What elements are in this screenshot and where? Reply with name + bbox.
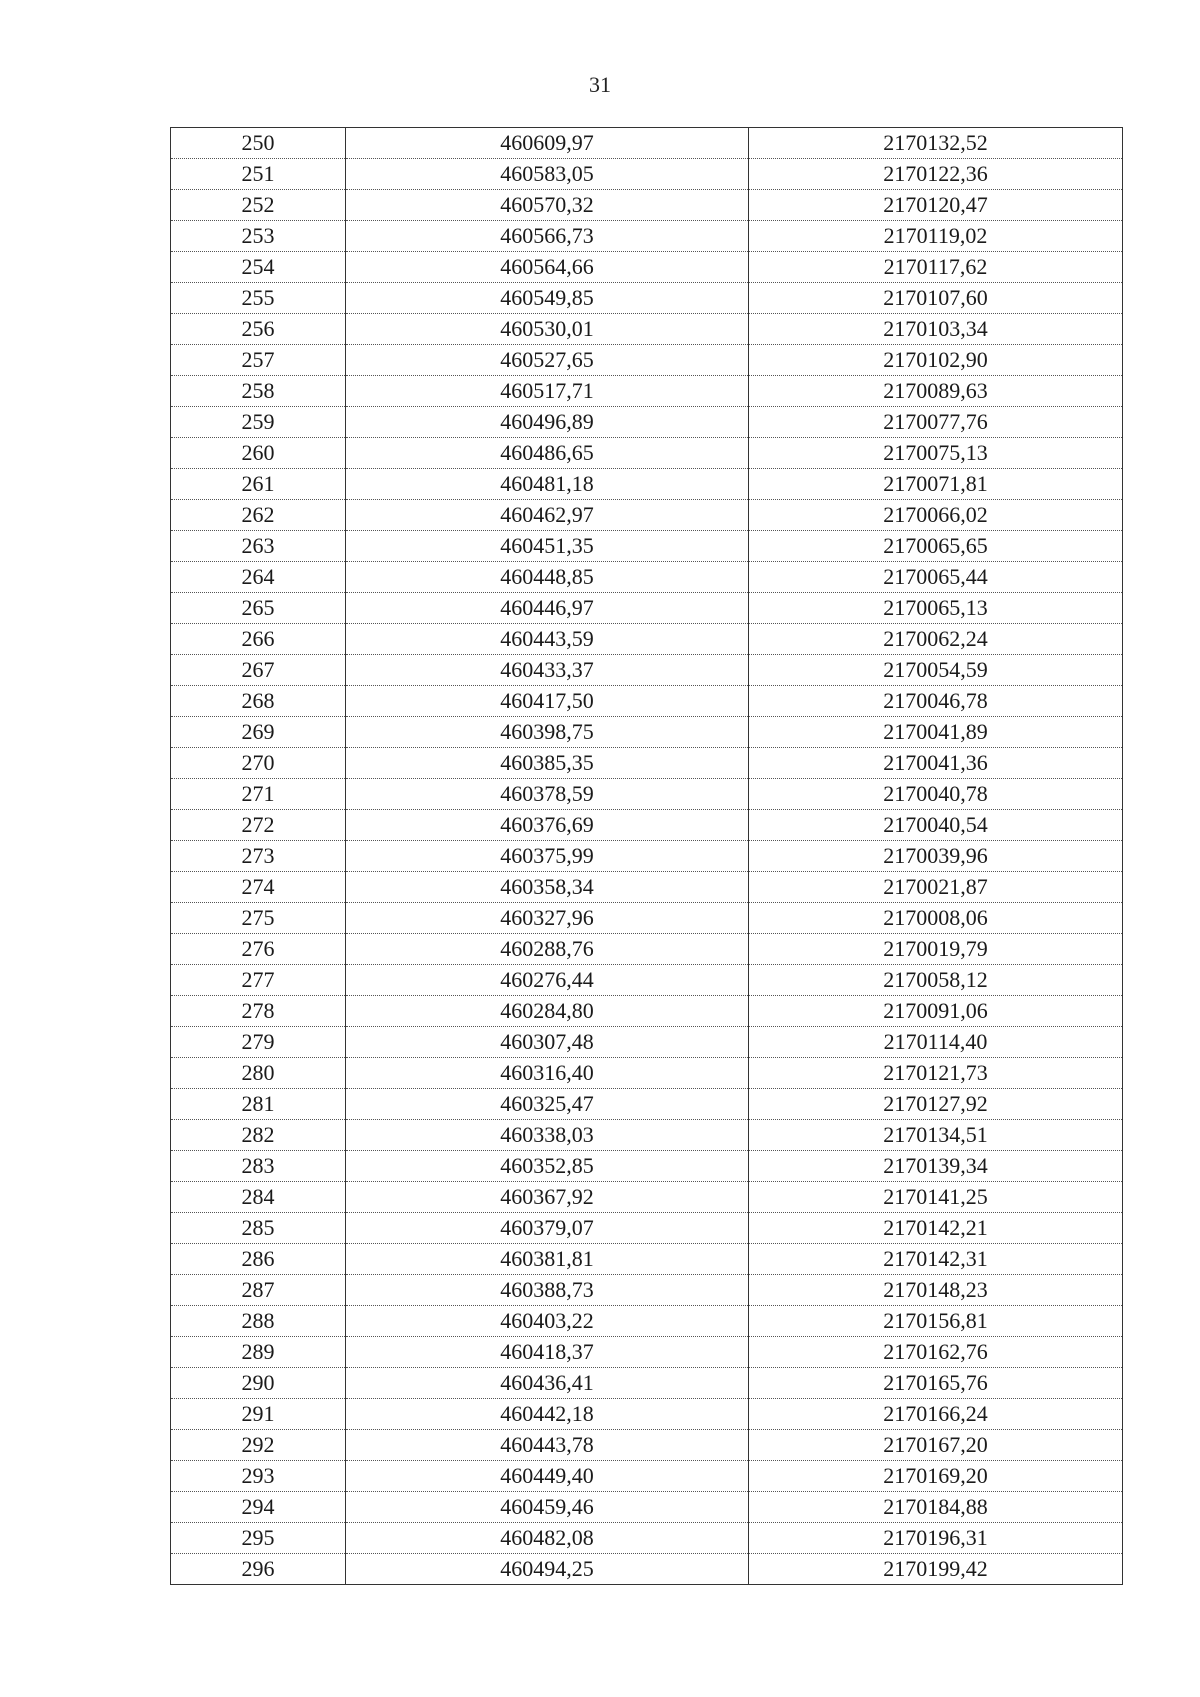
- x-coordinate-cell: 460379,07: [346, 1213, 749, 1244]
- y-coordinate-cell: 2170040,78: [749, 779, 1123, 810]
- y-coordinate-cell: 2170119,02: [749, 221, 1123, 252]
- x-coordinate-cell: 460388,73: [346, 1275, 749, 1306]
- y-coordinate-cell: 2170162,76: [749, 1337, 1123, 1368]
- table-row: [171, 1461, 1123, 1492]
- y-coordinate-cell: 2170039,96: [749, 841, 1123, 872]
- table-row: [171, 779, 1123, 810]
- table-row: [171, 562, 1123, 593]
- table-row: [171, 872, 1123, 903]
- table-row: [171, 1492, 1123, 1523]
- point-number-cell: 287: [171, 1275, 346, 1306]
- x-coordinate-cell: 460417,50: [346, 686, 749, 717]
- x-coordinate-cell: 460449,40: [346, 1461, 749, 1492]
- point-number-cell: 262: [171, 500, 346, 531]
- y-coordinate-cell: 2170077,76: [749, 407, 1123, 438]
- y-coordinate-cell: 2170122,36: [749, 159, 1123, 190]
- point-number-cell: 282: [171, 1120, 346, 1151]
- y-coordinate-cell: 2170091,06: [749, 996, 1123, 1027]
- table-row: [171, 717, 1123, 748]
- table-row: [171, 1089, 1123, 1120]
- y-coordinate-cell: 2170058,12: [749, 965, 1123, 996]
- point-number-cell: 278: [171, 996, 346, 1027]
- point-number-cell: 264: [171, 562, 346, 593]
- point-number-cell: 279: [171, 1027, 346, 1058]
- y-coordinate-cell: 2170156,81: [749, 1306, 1123, 1337]
- table-row: [171, 996, 1123, 1027]
- table-row: [171, 1120, 1123, 1151]
- y-coordinate-cell: 2170089,63: [749, 376, 1123, 407]
- table-row: [171, 810, 1123, 841]
- table-row: [171, 407, 1123, 438]
- point-number-cell: 270: [171, 748, 346, 779]
- table-row: [171, 1306, 1123, 1337]
- point-number-cell: 258: [171, 376, 346, 407]
- x-coordinate-cell: 460486,65: [346, 438, 749, 469]
- y-coordinate-cell: 2170114,40: [749, 1027, 1123, 1058]
- y-coordinate-cell: 2170041,36: [749, 748, 1123, 779]
- table-row: [171, 469, 1123, 500]
- y-coordinate-cell: 2170054,59: [749, 655, 1123, 686]
- x-coordinate-cell: 460609,97: [346, 128, 749, 159]
- table-row: [171, 1244, 1123, 1275]
- x-coordinate-cell: 460570,32: [346, 190, 749, 221]
- point-number-cell: 276: [171, 934, 346, 965]
- point-number-cell: 263: [171, 531, 346, 562]
- x-coordinate-cell: 460367,92: [346, 1182, 749, 1213]
- table-row: [171, 376, 1123, 407]
- x-coordinate-cell: 460564,66: [346, 252, 749, 283]
- table-row: [171, 1275, 1123, 1306]
- y-coordinate-cell: 2170040,54: [749, 810, 1123, 841]
- point-number-cell: 293: [171, 1461, 346, 1492]
- point-number-cell: 284: [171, 1182, 346, 1213]
- point-number-cell: 267: [171, 655, 346, 686]
- y-coordinate-cell: 2170121,73: [749, 1058, 1123, 1089]
- x-coordinate-cell: 460284,80: [346, 996, 749, 1027]
- point-number-cell: 266: [171, 624, 346, 655]
- x-coordinate-cell: 460375,99: [346, 841, 749, 872]
- table-row: [171, 903, 1123, 934]
- x-coordinate-cell: 460446,97: [346, 593, 749, 624]
- point-number-cell: 296: [171, 1554, 346, 1585]
- y-coordinate-cell: 2170021,87: [749, 872, 1123, 903]
- table-row: [171, 1058, 1123, 1089]
- x-coordinate-cell: 460482,08: [346, 1523, 749, 1554]
- y-coordinate-cell: 2170142,21: [749, 1213, 1123, 1244]
- y-coordinate-cell: 2170167,20: [749, 1430, 1123, 1461]
- x-coordinate-cell: 460436,41: [346, 1368, 749, 1399]
- point-number-cell: 251: [171, 159, 346, 190]
- x-coordinate-cell: 460527,65: [346, 345, 749, 376]
- point-number-cell: 261: [171, 469, 346, 500]
- x-coordinate-cell: 460566,73: [346, 221, 749, 252]
- y-coordinate-cell: 2170165,76: [749, 1368, 1123, 1399]
- x-coordinate-cell: 460276,44: [346, 965, 749, 996]
- table-row: [171, 934, 1123, 965]
- x-coordinate-cell: 460381,81: [346, 1244, 749, 1275]
- y-coordinate-cell: 2170062,24: [749, 624, 1123, 655]
- point-number-cell: 250: [171, 128, 346, 159]
- x-coordinate-cell: 460403,22: [346, 1306, 749, 1337]
- point-number-cell: 255: [171, 283, 346, 314]
- coordinates-table: [170, 127, 1123, 1585]
- coordinates-table-body: [171, 128, 1123, 1585]
- table-row: [171, 190, 1123, 221]
- y-coordinate-cell: 2170065,13: [749, 593, 1123, 624]
- x-coordinate-cell: 460443,59: [346, 624, 749, 655]
- table-row: [171, 438, 1123, 469]
- table-row: [171, 1151, 1123, 1182]
- x-coordinate-cell: 460378,59: [346, 779, 749, 810]
- x-coordinate-cell: 460418,37: [346, 1337, 749, 1368]
- table-row: [171, 655, 1123, 686]
- point-number-cell: 275: [171, 903, 346, 934]
- x-coordinate-cell: 460442,18: [346, 1399, 749, 1430]
- y-coordinate-cell: 2170148,23: [749, 1275, 1123, 1306]
- y-coordinate-cell: 2170008,06: [749, 903, 1123, 934]
- point-number-cell: 269: [171, 717, 346, 748]
- x-coordinate-cell: 460325,47: [346, 1089, 749, 1120]
- point-number-cell: 271: [171, 779, 346, 810]
- table-row: [171, 1027, 1123, 1058]
- point-number-cell: 252: [171, 190, 346, 221]
- x-coordinate-cell: 460549,85: [346, 283, 749, 314]
- y-coordinate-cell: 2170117,62: [749, 252, 1123, 283]
- table-row: [171, 1337, 1123, 1368]
- y-coordinate-cell: 2170102,90: [749, 345, 1123, 376]
- point-number-cell: 253: [171, 221, 346, 252]
- point-number-cell: 280: [171, 1058, 346, 1089]
- y-coordinate-cell: 2170141,25: [749, 1182, 1123, 1213]
- x-coordinate-cell: 460338,03: [346, 1120, 749, 1151]
- table-row: [171, 345, 1123, 376]
- table-row: [171, 1399, 1123, 1430]
- table-row: [171, 1523, 1123, 1554]
- y-coordinate-cell: 2170139,34: [749, 1151, 1123, 1182]
- point-number-cell: 268: [171, 686, 346, 717]
- point-number-cell: 294: [171, 1492, 346, 1523]
- table-row: [171, 748, 1123, 779]
- x-coordinate-cell: 460316,40: [346, 1058, 749, 1089]
- table-row: [171, 252, 1123, 283]
- point-number-cell: 260: [171, 438, 346, 469]
- point-number-cell: 291: [171, 1399, 346, 1430]
- x-coordinate-cell: 460288,76: [346, 934, 749, 965]
- point-number-cell: 277: [171, 965, 346, 996]
- table-row: [171, 221, 1123, 252]
- table-row: [171, 314, 1123, 345]
- x-coordinate-cell: 460462,97: [346, 500, 749, 531]
- table-row: [171, 624, 1123, 655]
- x-coordinate-cell: 460494,25: [346, 1554, 749, 1585]
- point-number-cell: 289: [171, 1337, 346, 1368]
- y-coordinate-cell: 2170107,60: [749, 283, 1123, 314]
- point-number-cell: 290: [171, 1368, 346, 1399]
- y-coordinate-cell: 2170066,02: [749, 500, 1123, 531]
- table-row: [171, 1182, 1123, 1213]
- y-coordinate-cell: 2170166,24: [749, 1399, 1123, 1430]
- table-row: [171, 1430, 1123, 1461]
- point-number-cell: 272: [171, 810, 346, 841]
- x-coordinate-cell: 460398,75: [346, 717, 749, 748]
- y-coordinate-cell: 2170046,78: [749, 686, 1123, 717]
- point-number-cell: 273: [171, 841, 346, 872]
- table-row: [171, 1213, 1123, 1244]
- table-row: [171, 531, 1123, 562]
- point-number-cell: 281: [171, 1089, 346, 1120]
- table-row: [171, 1368, 1123, 1399]
- y-coordinate-cell: 2170071,81: [749, 469, 1123, 500]
- y-coordinate-cell: 2170103,34: [749, 314, 1123, 345]
- y-coordinate-cell: 2170184,88: [749, 1492, 1123, 1523]
- x-coordinate-cell: 460530,01: [346, 314, 749, 345]
- y-coordinate-cell: 2170127,92: [749, 1089, 1123, 1120]
- point-number-cell: 257: [171, 345, 346, 376]
- y-coordinate-cell: 2170196,31: [749, 1523, 1123, 1554]
- y-coordinate-cell: 2170199,42: [749, 1554, 1123, 1585]
- x-coordinate-cell: 460496,89: [346, 407, 749, 438]
- point-number-cell: 265: [171, 593, 346, 624]
- x-coordinate-cell: 460358,34: [346, 872, 749, 903]
- table-row: [171, 593, 1123, 624]
- x-coordinate-cell: 460433,37: [346, 655, 749, 686]
- x-coordinate-cell: 460481,18: [346, 469, 749, 500]
- table-row: [171, 159, 1123, 190]
- x-coordinate-cell: 460385,35: [346, 748, 749, 779]
- point-number-cell: 274: [171, 872, 346, 903]
- y-coordinate-cell: 2170169,20: [749, 1461, 1123, 1492]
- x-coordinate-cell: 460443,78: [346, 1430, 749, 1461]
- x-coordinate-cell: 460327,96: [346, 903, 749, 934]
- y-coordinate-cell: 2170075,13: [749, 438, 1123, 469]
- table-row: [171, 686, 1123, 717]
- x-coordinate-cell: 460307,48: [346, 1027, 749, 1058]
- y-coordinate-cell: 2170041,89: [749, 717, 1123, 748]
- x-coordinate-cell: 460517,71: [346, 376, 749, 407]
- table-row: [171, 1554, 1123, 1585]
- point-number-cell: 285: [171, 1213, 346, 1244]
- point-number-cell: 259: [171, 407, 346, 438]
- point-number-cell: 256: [171, 314, 346, 345]
- point-number-cell: 254: [171, 252, 346, 283]
- table-row: [171, 841, 1123, 872]
- x-coordinate-cell: 460451,35: [346, 531, 749, 562]
- x-coordinate-cell: 460583,05: [346, 159, 749, 190]
- y-coordinate-cell: 2170132,52: [749, 128, 1123, 159]
- point-number-cell: 295: [171, 1523, 346, 1554]
- y-coordinate-cell: 2170120,47: [749, 190, 1123, 221]
- point-number-cell: 286: [171, 1244, 346, 1275]
- y-coordinate-cell: 2170134,51: [749, 1120, 1123, 1151]
- x-coordinate-cell: 460448,85: [346, 562, 749, 593]
- point-number-cell: 288: [171, 1306, 346, 1337]
- y-coordinate-cell: 2170019,79: [749, 934, 1123, 965]
- point-number-cell: 292: [171, 1430, 346, 1461]
- table-row: [171, 965, 1123, 996]
- point-number-cell: 283: [171, 1151, 346, 1182]
- x-coordinate-cell: 460459,46: [346, 1492, 749, 1523]
- x-coordinate-cell: 460352,85: [346, 1151, 749, 1182]
- table-row: [171, 500, 1123, 531]
- y-coordinate-cell: 2170065,65: [749, 531, 1123, 562]
- y-coordinate-cell: 2170142,31: [749, 1244, 1123, 1275]
- x-coordinate-cell: 460376,69: [346, 810, 749, 841]
- table-row: [171, 283, 1123, 314]
- page-number: 31: [589, 72, 611, 97]
- y-coordinate-cell: 2170065,44: [749, 562, 1123, 593]
- table-row: [171, 128, 1123, 159]
